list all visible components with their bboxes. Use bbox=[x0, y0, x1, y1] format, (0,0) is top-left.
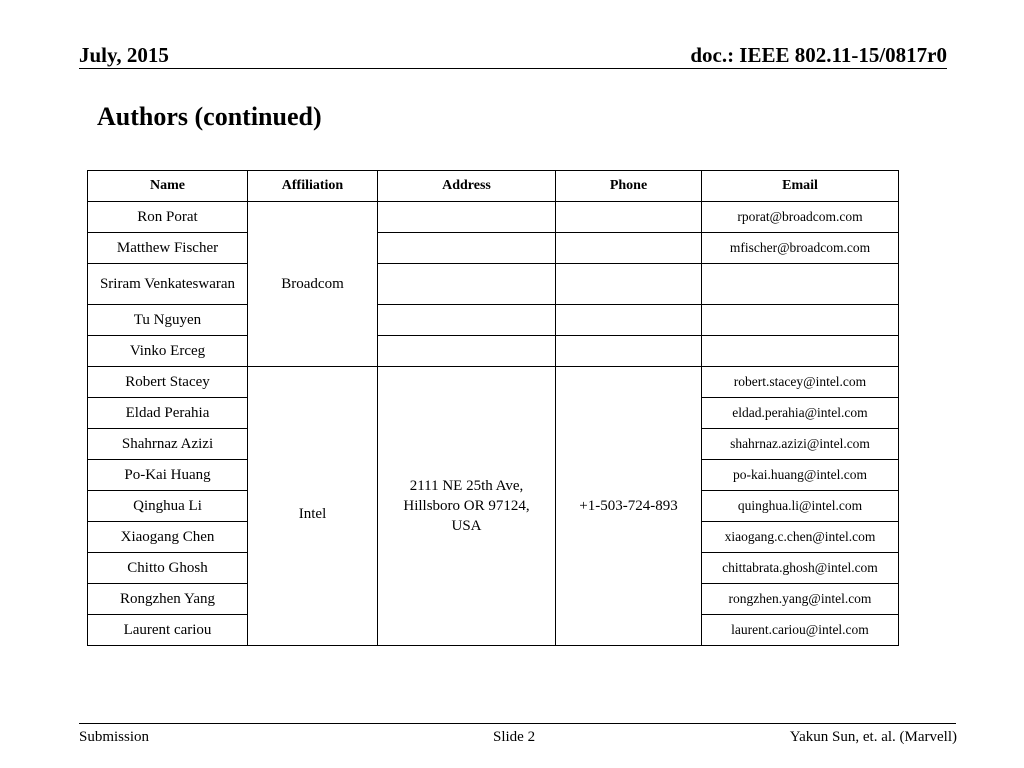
column-header-email: Email bbox=[702, 171, 899, 202]
author-affiliation: Intel bbox=[248, 367, 378, 646]
column-header-address: Address bbox=[378, 171, 556, 202]
author-email bbox=[702, 336, 899, 367]
author-address bbox=[378, 202, 556, 233]
author-address bbox=[378, 336, 556, 367]
author-name: Po-Kai Huang bbox=[88, 460, 248, 491]
author-name: Laurent cariou bbox=[88, 615, 248, 646]
author-phone bbox=[556, 202, 702, 233]
author-address bbox=[378, 264, 556, 305]
author-email: robert.stacey@intel.com bbox=[702, 367, 899, 398]
author-name: Ron Porat bbox=[88, 202, 248, 233]
table-row bbox=[88, 202, 899, 233]
author-email: laurent.cariou@intel.com bbox=[702, 615, 899, 646]
author-affiliation: Broadcom bbox=[248, 202, 378, 367]
author-email: xiaogang.c.chen@intel.com bbox=[702, 522, 899, 553]
author-name: Sriram Venkateswaran bbox=[88, 264, 248, 305]
header-date: July, 2015 bbox=[79, 43, 169, 67]
author-phone: +1-503-724-893 bbox=[556, 367, 702, 646]
author-email: rongzhen.yang@intel.com bbox=[702, 584, 899, 615]
authors-table bbox=[87, 170, 899, 646]
header-divider bbox=[79, 68, 947, 69]
author-email: quinghua.li@intel.com bbox=[702, 491, 899, 522]
author-address bbox=[378, 233, 556, 264]
column-header-phone: Phone bbox=[556, 171, 702, 202]
author-phone bbox=[556, 264, 702, 305]
author-name: Xiaogang Chen bbox=[88, 522, 248, 553]
author-name: Shahrnaz Azizi bbox=[88, 429, 248, 460]
author-phone bbox=[556, 305, 702, 336]
table-row bbox=[88, 367, 899, 398]
author-name: Rongzhen Yang bbox=[88, 584, 248, 615]
footer-submission: Submission bbox=[79, 729, 150, 745]
author-email: mfischer@broadcom.com bbox=[702, 233, 899, 264]
author-name: Eldad Perahia bbox=[88, 398, 248, 429]
footer-divider bbox=[79, 723, 956, 724]
table-row bbox=[88, 305, 899, 336]
column-header-affiliation: Affiliation bbox=[248, 171, 378, 202]
author-name: Qinghua Li bbox=[88, 491, 248, 522]
author-email: chittabrata.ghosh@intel.com bbox=[702, 553, 899, 584]
author-name: Matthew Fischer bbox=[88, 233, 248, 264]
author-address: 2111 NE 25th Ave, Hillsboro OR 97124, USA bbox=[378, 367, 556, 646]
column-header-name: Name bbox=[88, 171, 248, 202]
table-row bbox=[88, 233, 899, 264]
author-phone bbox=[556, 336, 702, 367]
author-name: Vinko Erceg bbox=[88, 336, 248, 367]
author-email: rporat@broadcom.com bbox=[702, 202, 899, 233]
footer-author: Yakun Sun, et. al. (Marvell) bbox=[789, 729, 957, 745]
author-email bbox=[702, 264, 899, 305]
author-name: Tu Nguyen bbox=[88, 305, 248, 336]
author-address bbox=[378, 305, 556, 336]
table-header-row bbox=[88, 171, 899, 202]
table-row bbox=[88, 264, 899, 305]
author-name: Chitto Ghosh bbox=[88, 553, 248, 584]
author-email bbox=[702, 305, 899, 336]
slide-title: Authors (continued) bbox=[97, 102, 322, 131]
header-doc-id: doc.: IEEE 802.11-15/0817r0 bbox=[690, 43, 947, 67]
author-email: shahrnaz.azizi@intel.com bbox=[702, 429, 899, 460]
table-row bbox=[88, 336, 899, 367]
footer-slide-number: Slide 2 bbox=[493, 729, 536, 745]
author-name: Robert Stacey bbox=[88, 367, 248, 398]
author-phone bbox=[556, 233, 702, 264]
author-email: po-kai.huang@intel.com bbox=[702, 460, 899, 491]
author-email: eldad.perahia@intel.com bbox=[702, 398, 899, 429]
